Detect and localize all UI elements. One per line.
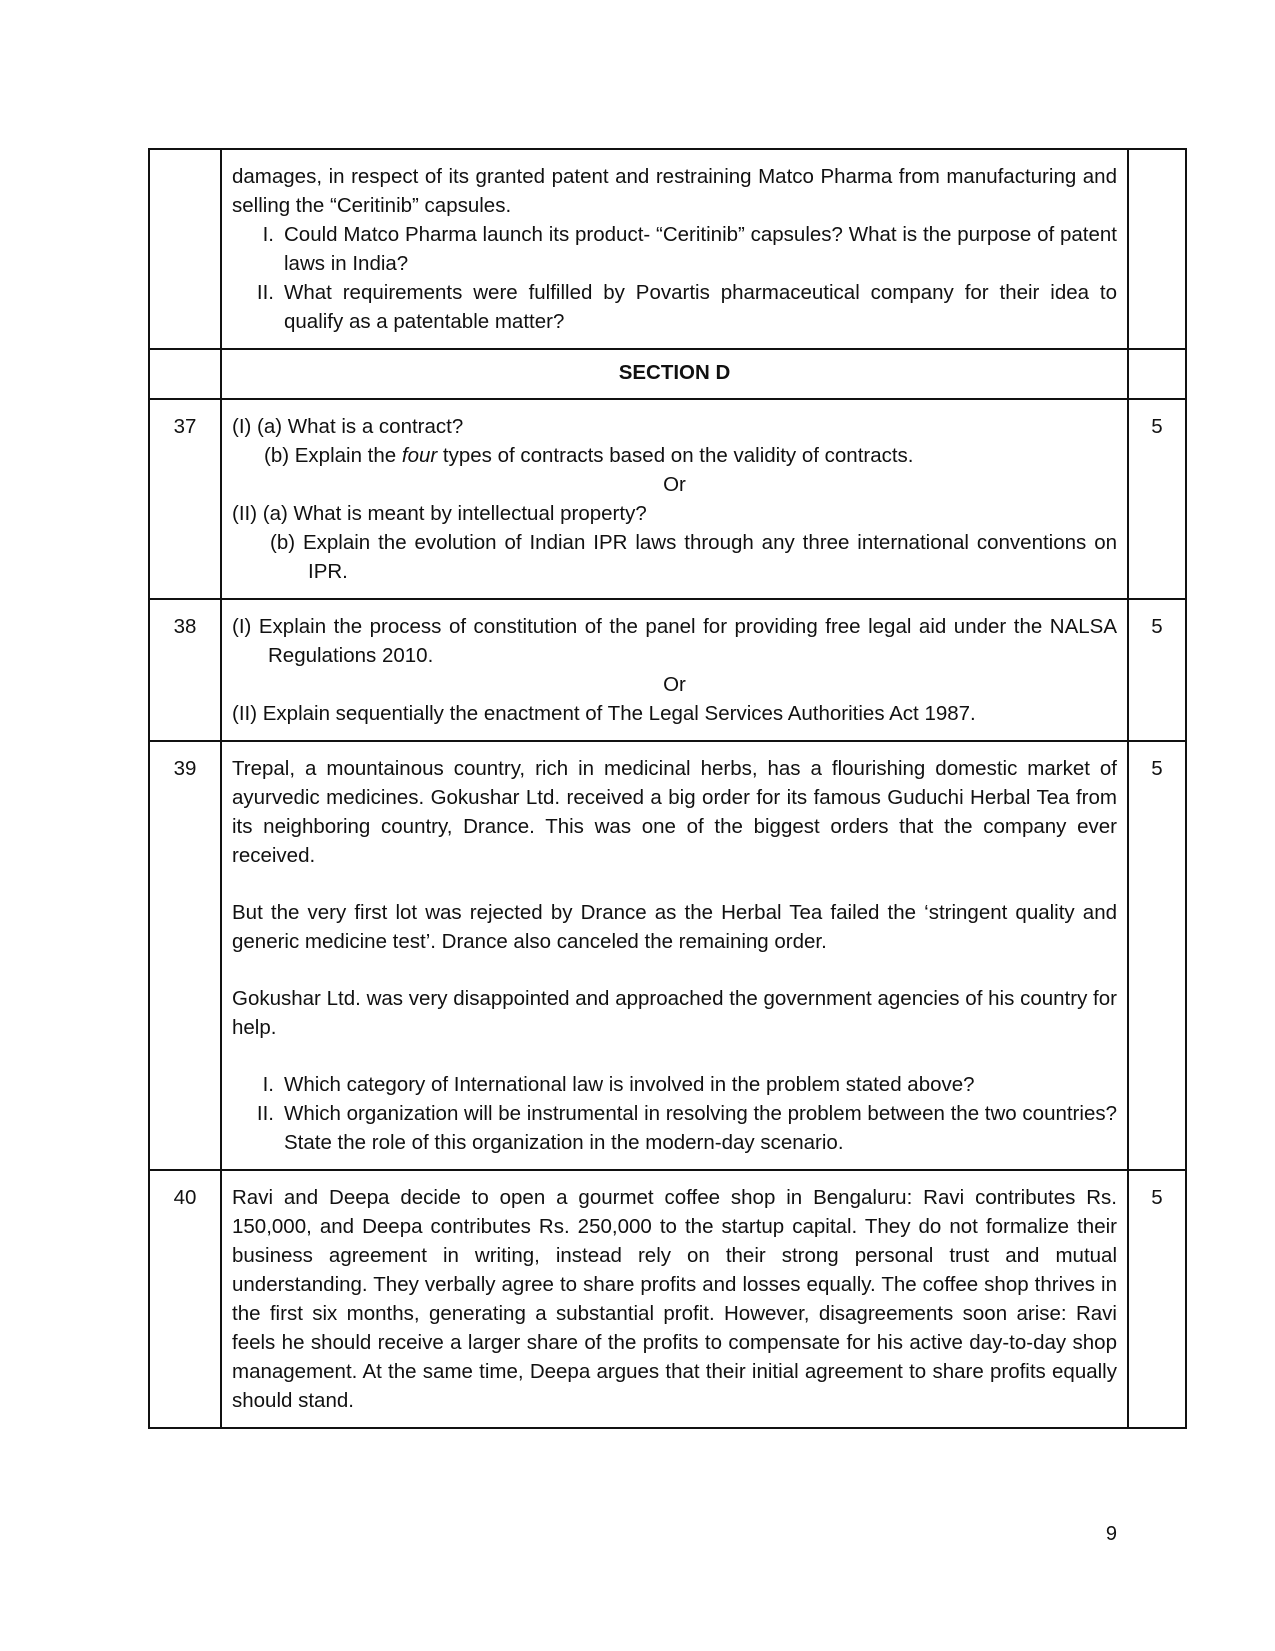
marks-value: 5 xyxy=(1128,399,1186,599)
question-text: (b) Explain the xyxy=(264,444,402,467)
question-cell xyxy=(221,149,1128,349)
sub-question-number: I. xyxy=(262,223,274,246)
number-cell xyxy=(149,149,221,349)
marks-value: 5 xyxy=(1128,741,1186,1170)
question-line: (b) Explain the evolution of Indian IPR laws through any three international conventions on IPR. xyxy=(270,531,1117,583)
question-line: (I) (a) What is a contract? xyxy=(232,415,464,438)
question-row-38 xyxy=(149,599,1186,741)
question-line: (II) (a) What is meant by intellectual property? xyxy=(232,502,647,525)
question-table xyxy=(148,148,1187,1429)
sub-question-number: I. xyxy=(262,1073,274,1096)
question-row-39 xyxy=(149,741,1186,1170)
case-paragraph: Gokushar Ltd. was very disappointed and approached the government agencies of his country for help. xyxy=(232,987,1117,1039)
sub-question-text: Which category of International law is involved in the problem stated above? xyxy=(284,1073,975,1096)
sub-question-text: What requirements were fulfilled by Povartis pharmaceutical company for their idea to qualify as a patentable matter? xyxy=(284,281,1117,333)
sub-question-number: II. xyxy=(256,281,274,304)
section-header-row xyxy=(149,349,1186,399)
marks-cell xyxy=(1128,349,1186,399)
page-number: 9 xyxy=(1105,1523,1117,1545)
number-cell xyxy=(149,349,221,399)
question-cell xyxy=(221,399,1128,599)
question-number: 39 xyxy=(149,741,221,1170)
question-number: 38 xyxy=(149,599,221,741)
sub-question xyxy=(232,1070,1117,1099)
marks-value: 5 xyxy=(1128,1170,1186,1428)
marks-value: 5 xyxy=(1128,599,1186,741)
sub-question xyxy=(232,220,1117,278)
sub-question xyxy=(232,278,1117,336)
section-title: SECTION D xyxy=(221,349,1128,399)
question-line xyxy=(232,441,1117,470)
question-text: types of contracts based on the validity of contracts. xyxy=(437,444,914,467)
question-line: (I) Explain the process of constitution of the panel for providing free legal aid under the NALSA Regulations 2010. xyxy=(232,615,1117,667)
question-row-37 xyxy=(149,399,1186,599)
or-separator: Or xyxy=(663,673,686,696)
question-row-40 xyxy=(149,1170,1186,1428)
question-cell xyxy=(221,1170,1128,1428)
sub-question-text: Which organization will be instrumental in resolving the problem between the two countries? State the role of this organization in the modern-day scenario. xyxy=(284,1102,1117,1154)
question-line: (II) Explain sequentially the enactment of The Legal Services Authorities Act 1987. xyxy=(232,702,976,725)
marks-cell xyxy=(1128,149,1186,349)
or-separator: Or xyxy=(663,473,686,496)
emphasis-text: four xyxy=(401,444,438,467)
sub-question-text: Could Matco Pharma launch its product- “Ceritinib” capsules? What is the purpose of patent laws in India? xyxy=(284,223,1117,275)
case-paragraph: Trepal, a mountainous country, rich in medicinal herbs, has a flourishing domestic market of ayurvedic medicines. Gokushar Ltd. received a big order for its famous Guduchi Herbal Tea from its neighboring country, Drance. This was one of the biggest orders that the company ever received. xyxy=(232,757,1117,867)
case-paragraph: But the very first lot was rejected by Drance as the Herbal Tea failed the ‘stringent quality and generic medicine test’. Drance also canceled the remaining order. xyxy=(232,901,1117,953)
question-cell xyxy=(221,599,1128,741)
question-text: damages, in respect of its granted patent and restraining Matco Pharma from manufacturing and selling the “Ceritinib” capsules. xyxy=(232,165,1117,217)
sub-question xyxy=(232,1099,1117,1157)
question-number: 40 xyxy=(149,1170,221,1428)
question-number: 37 xyxy=(149,399,221,599)
sub-question-number: II. xyxy=(256,1102,274,1125)
case-paragraph: Ravi and Deepa decide to open a gourmet coffee shop in Bengaluru: Ravi contributes Rs. 150,000, and Deepa contributes Rs. 250,000 to the startup capital. They do not formalize their business agreement in writing, instead rely on their strong personal trust and mutual understanding. They verbally agree to share profits and losses equally. The coffee shop thrives in the first six months, generating a substantial profit. However, disagreements soon arise: Ravi feels he should receive a larger share of the profits to compensate for his active day-to-day shop management. At the same time, Deepa argues that their initial agreement to share profits equally should stand. xyxy=(232,1186,1117,1412)
continuation-row xyxy=(149,149,1186,349)
question-cell xyxy=(221,741,1128,1170)
